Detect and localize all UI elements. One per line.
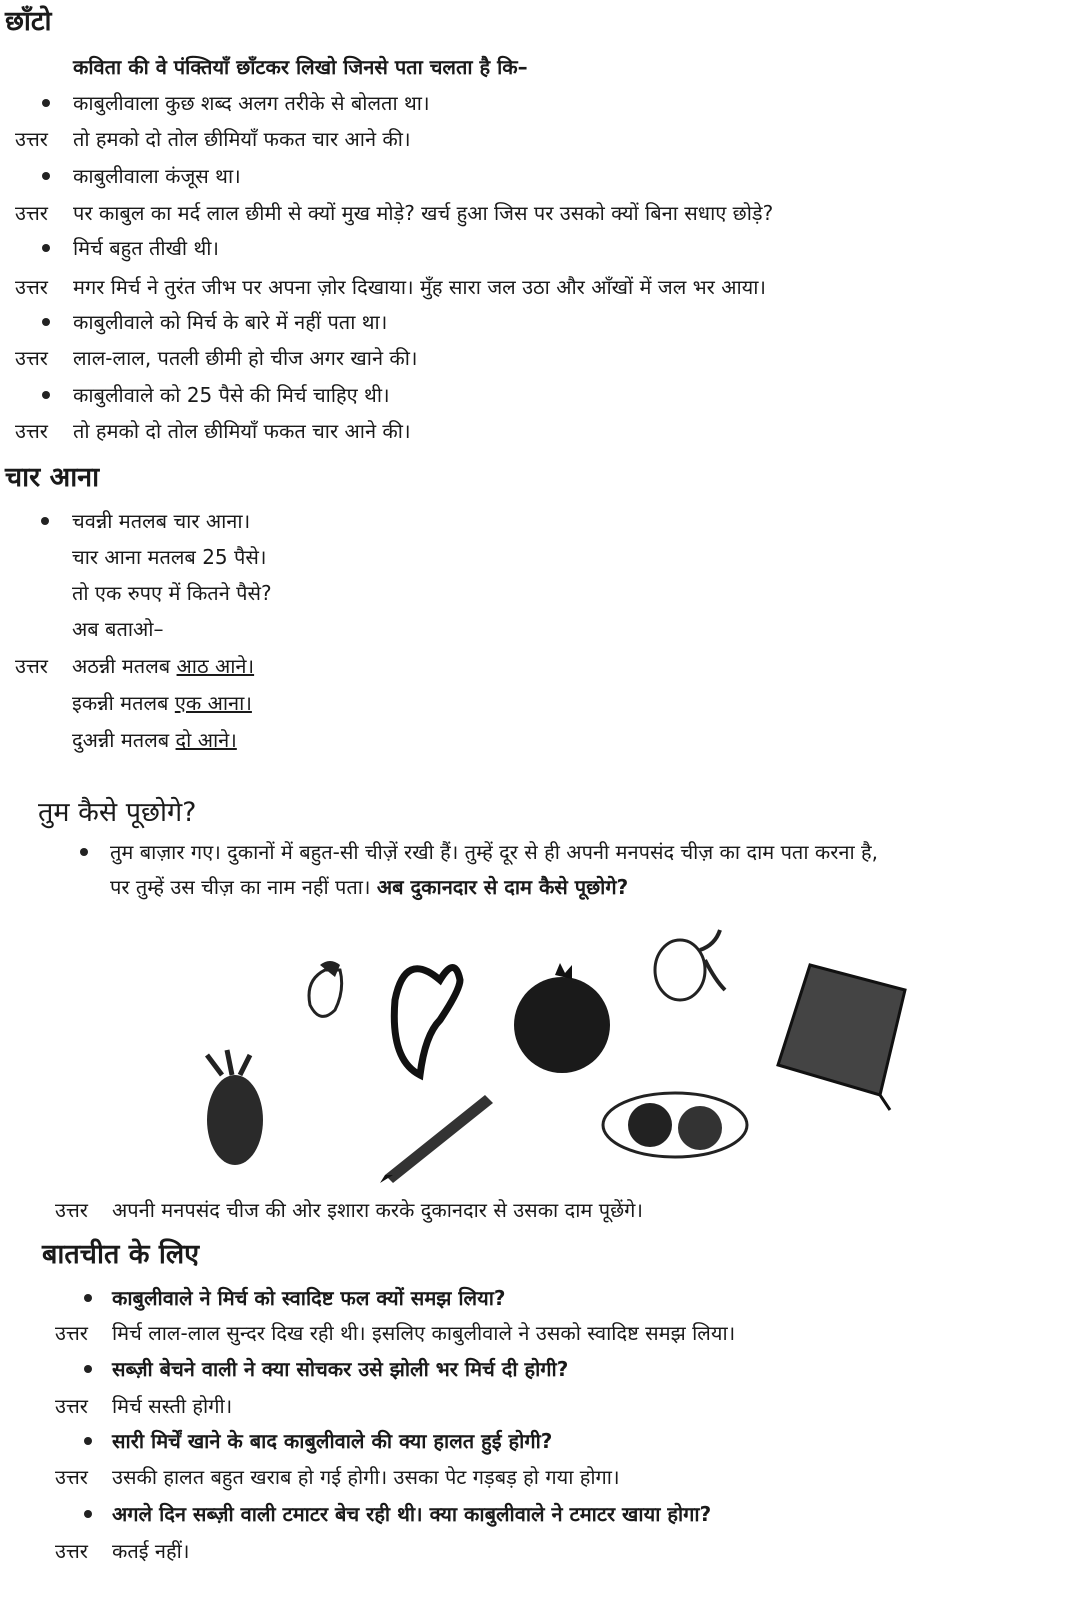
question: काबुलीवाले ने मिर्च को स्वादिष्ट फल क्यों समझ लिया? [112, 1286, 506, 1310]
pomegranate-icon [514, 963, 610, 1073]
bullet-icon [84, 1510, 92, 1518]
question: अगले दिन सब्ज़ी वाली टमाटर बेच रही थी। क्या काबुलीवाले ने टमाटर खाया होगा? [112, 1502, 712, 1526]
bullet-icon [42, 391, 50, 399]
answer-lead: इकन्नी मतलब [72, 691, 169, 715]
question-part: पर तुम्हें उस चीज़ का नाम नहीं पता। [110, 875, 371, 899]
bullet-icon [80, 848, 88, 856]
answer-label: उत्तर [15, 654, 48, 678]
answer: उसकी हालत बहुत खराब हो गई होगी। उसका पेट गड़बड़ हो गया होगा। [112, 1465, 620, 1489]
question: मिर्च बहुत तीखी थी। [73, 236, 220, 260]
sweets-plate-icon [603, 1093, 747, 1157]
answer-label: उत्तर [15, 419, 48, 443]
answer: लाल-लाल, पतली छीमी हो चीज अगर खाने की। [73, 346, 418, 370]
illustrations [0, 920, 1076, 1190]
answer-value: आठ आने। [176, 654, 255, 678]
answer: मिर्च सस्ती होगी। [112, 1394, 233, 1418]
answer-label: उत्तर [15, 201, 48, 225]
bullet-icon [84, 1437, 92, 1445]
answer-value: एक आना। [174, 691, 252, 715]
answer: मिर्च लाल-लाल सुन्दर दिख रही थी। इसलिए काबुलीवाले ने उसको स्वादिष्ट समझ लिया। [112, 1321, 736, 1345]
answer: तो हमको दो तोल छीमियाँ फकत चार आने की। [73, 127, 411, 151]
answer-label: उत्तर [15, 346, 48, 370]
pencil-icon [380, 1095, 493, 1183]
chilli-icon [394, 968, 460, 1076]
answer-line [72, 726, 237, 754]
question-part: अब दुकानदार से दाम कैसे पूछोगे? [376, 875, 629, 899]
answer-label: उत्तर [15, 127, 48, 151]
pineapple-icon [207, 1050, 263, 1165]
section-heading-char-aana: चार आना [5, 462, 100, 493]
answer-value: दो आने। [175, 728, 237, 752]
bullet-icon [41, 517, 49, 525]
text-line: अब बताओ– [72, 617, 164, 641]
answer-line [72, 689, 252, 717]
answer-lead: दुअन्नी मतलब [72, 728, 170, 752]
question: काबुलीवाले को मिर्च के बारे में नहीं पता था। [73, 310, 388, 334]
kite-icon [778, 965, 905, 1110]
bullet-icon [42, 244, 50, 252]
question: सब्ज़ी बेचने वाली ने क्या सोचकर उसे झोली भर मिर्च दी होगी? [112, 1357, 569, 1381]
question: काबुलीवाला कुछ शब्द अलग तरीके से बोलता था। [73, 91, 430, 115]
text-line: चार आना मतलब 25 पैसे। [72, 545, 267, 569]
answer-label: उत्तर [15, 275, 48, 299]
section-heading-chhanto: छाँटो [5, 6, 52, 37]
text-line: चवन्नी मतलब चार आना। [72, 509, 251, 533]
answer-label: उत्तर [55, 1321, 88, 1345]
answer-label: उत्तर [55, 1394, 88, 1418]
bullet-icon [42, 172, 50, 180]
question-line [110, 873, 628, 901]
answer: पर काबुल का मर्द लाल छीमी से क्यों मुख मोड़े? खर्च हुआ जिस पर उसको क्यों बिना सधाए छोड़े? [73, 201, 774, 225]
capsicum-icon [309, 961, 342, 1016]
answer-label: उत्तर [55, 1539, 88, 1563]
bullet-icon [42, 99, 50, 107]
answer: तो हमको दो तोल छीमियाँ फकत चार आने की। [73, 419, 411, 443]
bullet-icon [42, 318, 50, 326]
answer-label: उत्तर [55, 1465, 88, 1489]
text-line: तो एक रुपए में कितने पैसे? [72, 581, 272, 605]
bullet-icon [84, 1365, 92, 1373]
mango-icon [655, 930, 725, 1000]
answer: अपनी मनपसंद चीज की ओर इशारा करके दुकानदार से उसका दाम पूछेंगे। [112, 1198, 643, 1222]
answer: मगर मिर्च ने तुरंत जीभ पर अपना ज़ोर दिखाया। मुँह सारा जल उठा और आँखों में जल भर आया। [73, 275, 767, 299]
question: सारी मिर्चें खाने के बाद काबुलीवाले की क्या हालत हुई होगी? [112, 1429, 553, 1453]
answer-line [72, 652, 254, 680]
answer-label: उत्तर [55, 1198, 88, 1222]
answer-lead: अठन्नी मतलब [72, 654, 171, 678]
bullet-icon [84, 1294, 92, 1302]
instruction: कविता की वे पंक्तियाँ छाँटकर लिखो जिनसे पता चलता है कि– [73, 55, 528, 79]
question-line: तुम बाज़ार गए। दुकानों में बहुत-सी चीज़ें रखी हैं। तुम्हें दूर से ही अपनी मनपसंद चीज़ का दाम पता करना है, [110, 840, 879, 864]
answer: कतई नहीं। [112, 1539, 190, 1563]
section-heading-baatcheet: बातचीत के लिए [42, 1239, 200, 1270]
section-heading-tum-kaise-puchhoge: तुम कैसे पूछोगे? [38, 797, 197, 828]
question: काबुलीवाले को 25 पैसे की मिर्च चाहिए थी। [73, 383, 390, 407]
question: काबुलीवाला कंजूस था। [73, 164, 241, 188]
